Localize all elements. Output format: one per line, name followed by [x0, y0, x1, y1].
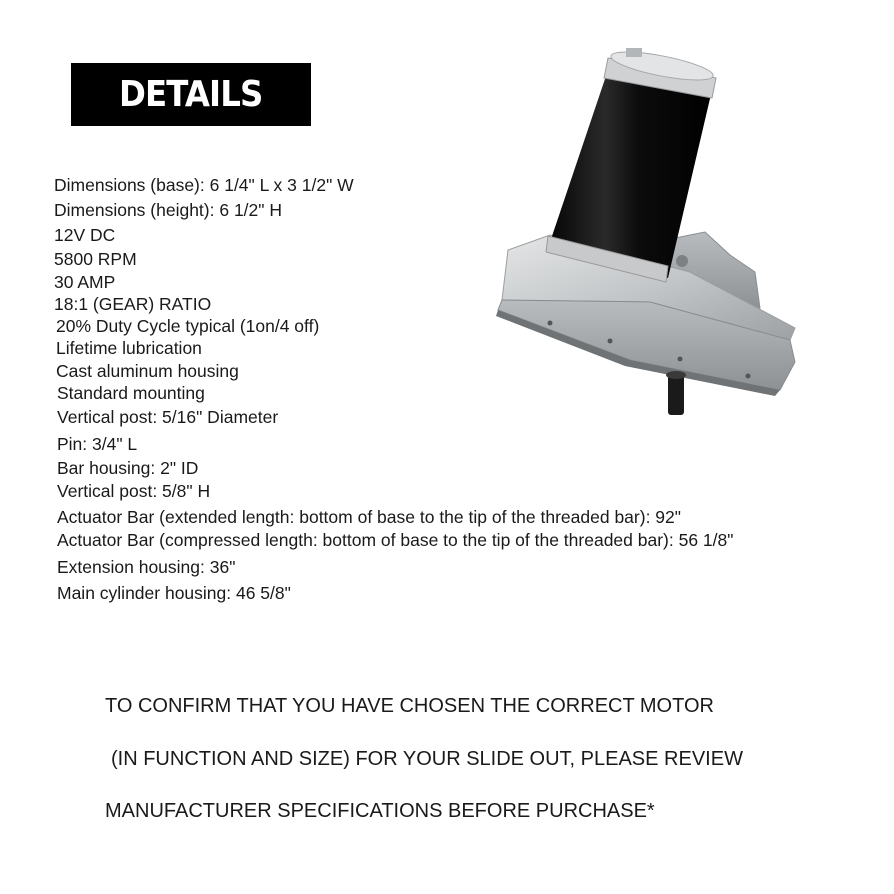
spec-item: Extension housing: 36" [57, 557, 236, 577]
spec-item: Dimensions (height): 6 1/2" H [54, 200, 282, 220]
spec-item: Lifetime lubrication [56, 338, 202, 358]
spec-item: 20% Duty Cycle typical (1on/4 off) [56, 316, 320, 336]
motor-image [490, 40, 820, 420]
details-title: DETAILS [119, 74, 263, 115]
spec-item: Cast aluminum housing [56, 361, 239, 381]
spec-item: Pin: 3/4" L [57, 434, 138, 454]
spec-item: Main cylinder housing: 46 5/8" [57, 583, 291, 603]
spec-item: 12V DC [54, 225, 116, 245]
spec-item: Dimensions (base): 6 1/4" L x 3 1/2" W [54, 175, 354, 195]
notice-line: (IN FUNCTION AND SIZE) FOR YOUR SLIDE OUT, PLEASE REVIEW [111, 748, 743, 770]
spec-item: Actuator Bar (compressed length: bottom of base to the tip of the threaded bar): 56 1/8" [57, 530, 734, 550]
notice-line: MANUFACTURER SPECIFICATIONS BEFORE PURCHASE* [105, 800, 655, 822]
spec-item: 5800 RPM [54, 249, 137, 269]
notice-line: TO CONFIRM THAT YOU HAVE CHOSEN THE CORRECT MOTOR [105, 695, 714, 717]
spec-item: Standard mounting [57, 383, 205, 403]
spec-item: Vertical post: 5/16" Diameter [57, 407, 279, 427]
spec-item: 18:1 (GEAR) RATIO [54, 294, 212, 314]
spec-item: Actuator Bar (extended length: bottom of base to the tip of the threaded bar): 92" [57, 507, 681, 527]
spec-item: Bar housing: 2" ID [57, 458, 199, 478]
details-banner [71, 63, 311, 126]
spec-item: 30 AMP [54, 272, 116, 292]
spec-item: Vertical post: 5/8" H [57, 481, 211, 501]
